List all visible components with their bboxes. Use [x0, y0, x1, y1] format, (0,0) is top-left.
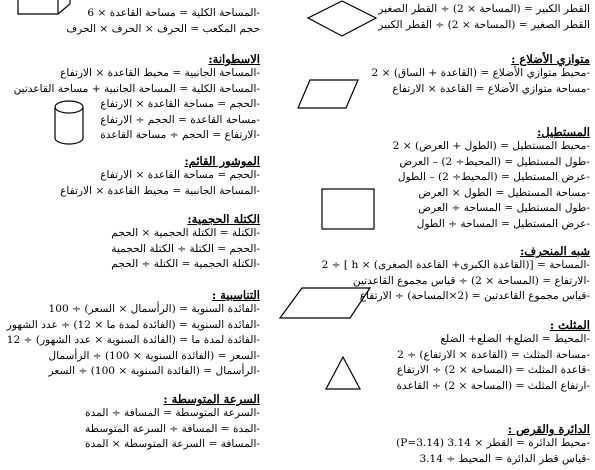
- formula-line: -محيط المستطيل = (الطول + العرض) × 2: [392, 140, 590, 152]
- cylinder-icon: [53, 100, 85, 146]
- formula-line: -الحجم = مساحة القاعدة × الارتفاع: [100, 98, 260, 110]
- formula-line: -الكتلة الحجمية = الكتلة ÷ الحجم: [111, 258, 260, 270]
- formula-line: -قياس مجموع القاعدتين = (2×المساحة) ÷ الارتفاع: [359, 290, 590, 302]
- rhombus-section: [378, 2, 590, 33]
- formula-line: -المساحة = [(القاعدة الكبرى+ القاعدة الصغرى) × h ] ÷ 2: [321, 259, 590, 271]
- formula-line: -الفائدة السنوية = (الفائدة لمدة ما × 12) ÷ عدد الشهور: [6, 318, 260, 331]
- formula-line: -المدة = المسافة ÷ السرعة المتوسطة: [85, 422, 260, 435]
- formula-line: -الحجم = مساحة القاعدة × الارتفاع: [100, 169, 260, 181]
- formula-line: -مساحة المستطيل = الطول × العرض: [418, 186, 590, 199]
- cube-section: [66, 6, 260, 37]
- section-title: التناسبية :: [211, 288, 260, 302]
- triangle-icon: [324, 355, 362, 391]
- formula-line: -طول المستطيل = المساحة ÷ العرض: [418, 202, 590, 214]
- formula-line: -محيط الدائرة = القطر × 3.14 (P=3.14): [396, 437, 590, 449]
- speed-section: [85, 393, 260, 453]
- prism-section: [60, 155, 260, 199]
- formula-line: -عرض المستطيل = المساحة ÷ الطول: [416, 217, 590, 230]
- proportion-section: [7, 289, 260, 380]
- section-title: الدائرة والقرص :: [507, 422, 590, 436]
- formula-line: -المساحة الجانبية = محيط القاعدة × الارتفاع: [60, 67, 260, 79]
- section-title: الكتلة الحجمية:: [187, 212, 260, 226]
- formula-line: -الفائدة لمدة ما = (الفائدة السنوية × عدد الشهور) ÷ 12: [6, 334, 260, 346]
- formula-line: -ارتفاع المثلث = (المساحة × 2) ÷ القاعدة: [396, 379, 590, 392]
- formula-line: -قاعدة المثلث = (المساحة × 2) ÷ الارتفاع: [396, 364, 590, 376]
- formula-line: -عرض المستطيل = (المحيط÷ 2) – الطول: [397, 171, 590, 183]
- section-title: الموشور القائم:: [184, 154, 260, 168]
- formula-line: -مساحة القاعدة = الحجم ÷ الارتفاع: [100, 113, 260, 126]
- formula-line: -الارتفاع = الحجم ÷ مساحة القاعدة: [100, 129, 260, 141]
- formula-line: -الحجم = الكتلة ÷ الكتلة الحجمية: [111, 242, 260, 255]
- formula-line: -طول المستطيل = (المحيط÷ 2) – العرض: [399, 155, 590, 168]
- formula-line: -محيط متوازي الأضلاع = (القاعدة + الساق) × 2: [371, 67, 590, 79]
- section-title: المستطيل:: [537, 125, 590, 139]
- formula-line: -الكتلة = الكتلة الحجمية × الحجم: [111, 227, 260, 239]
- cylinder-section: [14, 53, 260, 144]
- section-title: المثلث :: [549, 318, 590, 332]
- formula-line: -الفائدة السنوية = (الرأسمال × السعر) ÷ 100: [48, 303, 260, 315]
- formula-line: حجم المكعب = الحرف × الحرف × الحرف: [66, 22, 260, 35]
- rectangle-icon: [321, 188, 375, 230]
- formula-line: -المسافة = السرعة المتوسطة × المدة: [85, 438, 260, 450]
- formula-line: -المساحة الكلية = مساحة القاعدة × 6: [87, 7, 260, 19]
- formula-line: -المساحة الجانبية = محيط القاعدة × الارتفاع: [60, 184, 260, 197]
- density-section: [111, 213, 260, 273]
- circle-section: [396, 423, 590, 467]
- formula-line: -الارتفاع = (المساحة × 2) ÷ قياس مجموع القاعدتين: [352, 274, 590, 287]
- formula-line: -مساحة المثلث = (القاعدة × الارتفاع) ÷ 2: [397, 348, 590, 361]
- cube-icon: [16, 0, 72, 16]
- section-title: شبه المنحرف:: [519, 244, 590, 258]
- parallelogram-section: [371, 53, 590, 97]
- formula-line: -السرعة المتوسطة = المسافة ÷ المدة: [85, 407, 260, 419]
- trapezoid-icon: [278, 286, 374, 320]
- section-title: متوازي الأضلاع :: [511, 52, 590, 66]
- triangle-section: [396, 319, 590, 394]
- formula-line: -السعر = (الفائدة السنوية × 100) ÷ الرأسمال: [48, 349, 260, 362]
- formula-line: القطر الكبير = (المساحة × 2) ÷ القطر الصغير: [378, 3, 590, 15]
- section-title: الاسطوانة:: [208, 52, 260, 66]
- formula-line: -مساحة متوازي الأضلاع = القاعدة × الارتفاع: [392, 82, 590, 95]
- formula-line: -المساحة الكلية = المساحة الجانبية + مساحة القاعدتين: [13, 82, 260, 95]
- formula-line: -قياس قطر الدائرة = المحيط ÷ 3.14: [419, 452, 590, 465]
- rectangle-section: [393, 126, 590, 232]
- formula-line: -الرأسمال = (الفائدة السنوية × 100) ÷ السعر: [48, 365, 260, 377]
- formula-line: -المحيط = الضلع+ الضلع+ الضلع: [440, 333, 590, 345]
- parallelogram-icon: [296, 78, 360, 110]
- section-title: السرعة المتوسطة :: [163, 392, 260, 406]
- formula-line: القطر الصغير = (المساحة × 2) ÷ القطر الكبير: [378, 18, 590, 31]
- rhombus-icon: [306, 0, 378, 38]
